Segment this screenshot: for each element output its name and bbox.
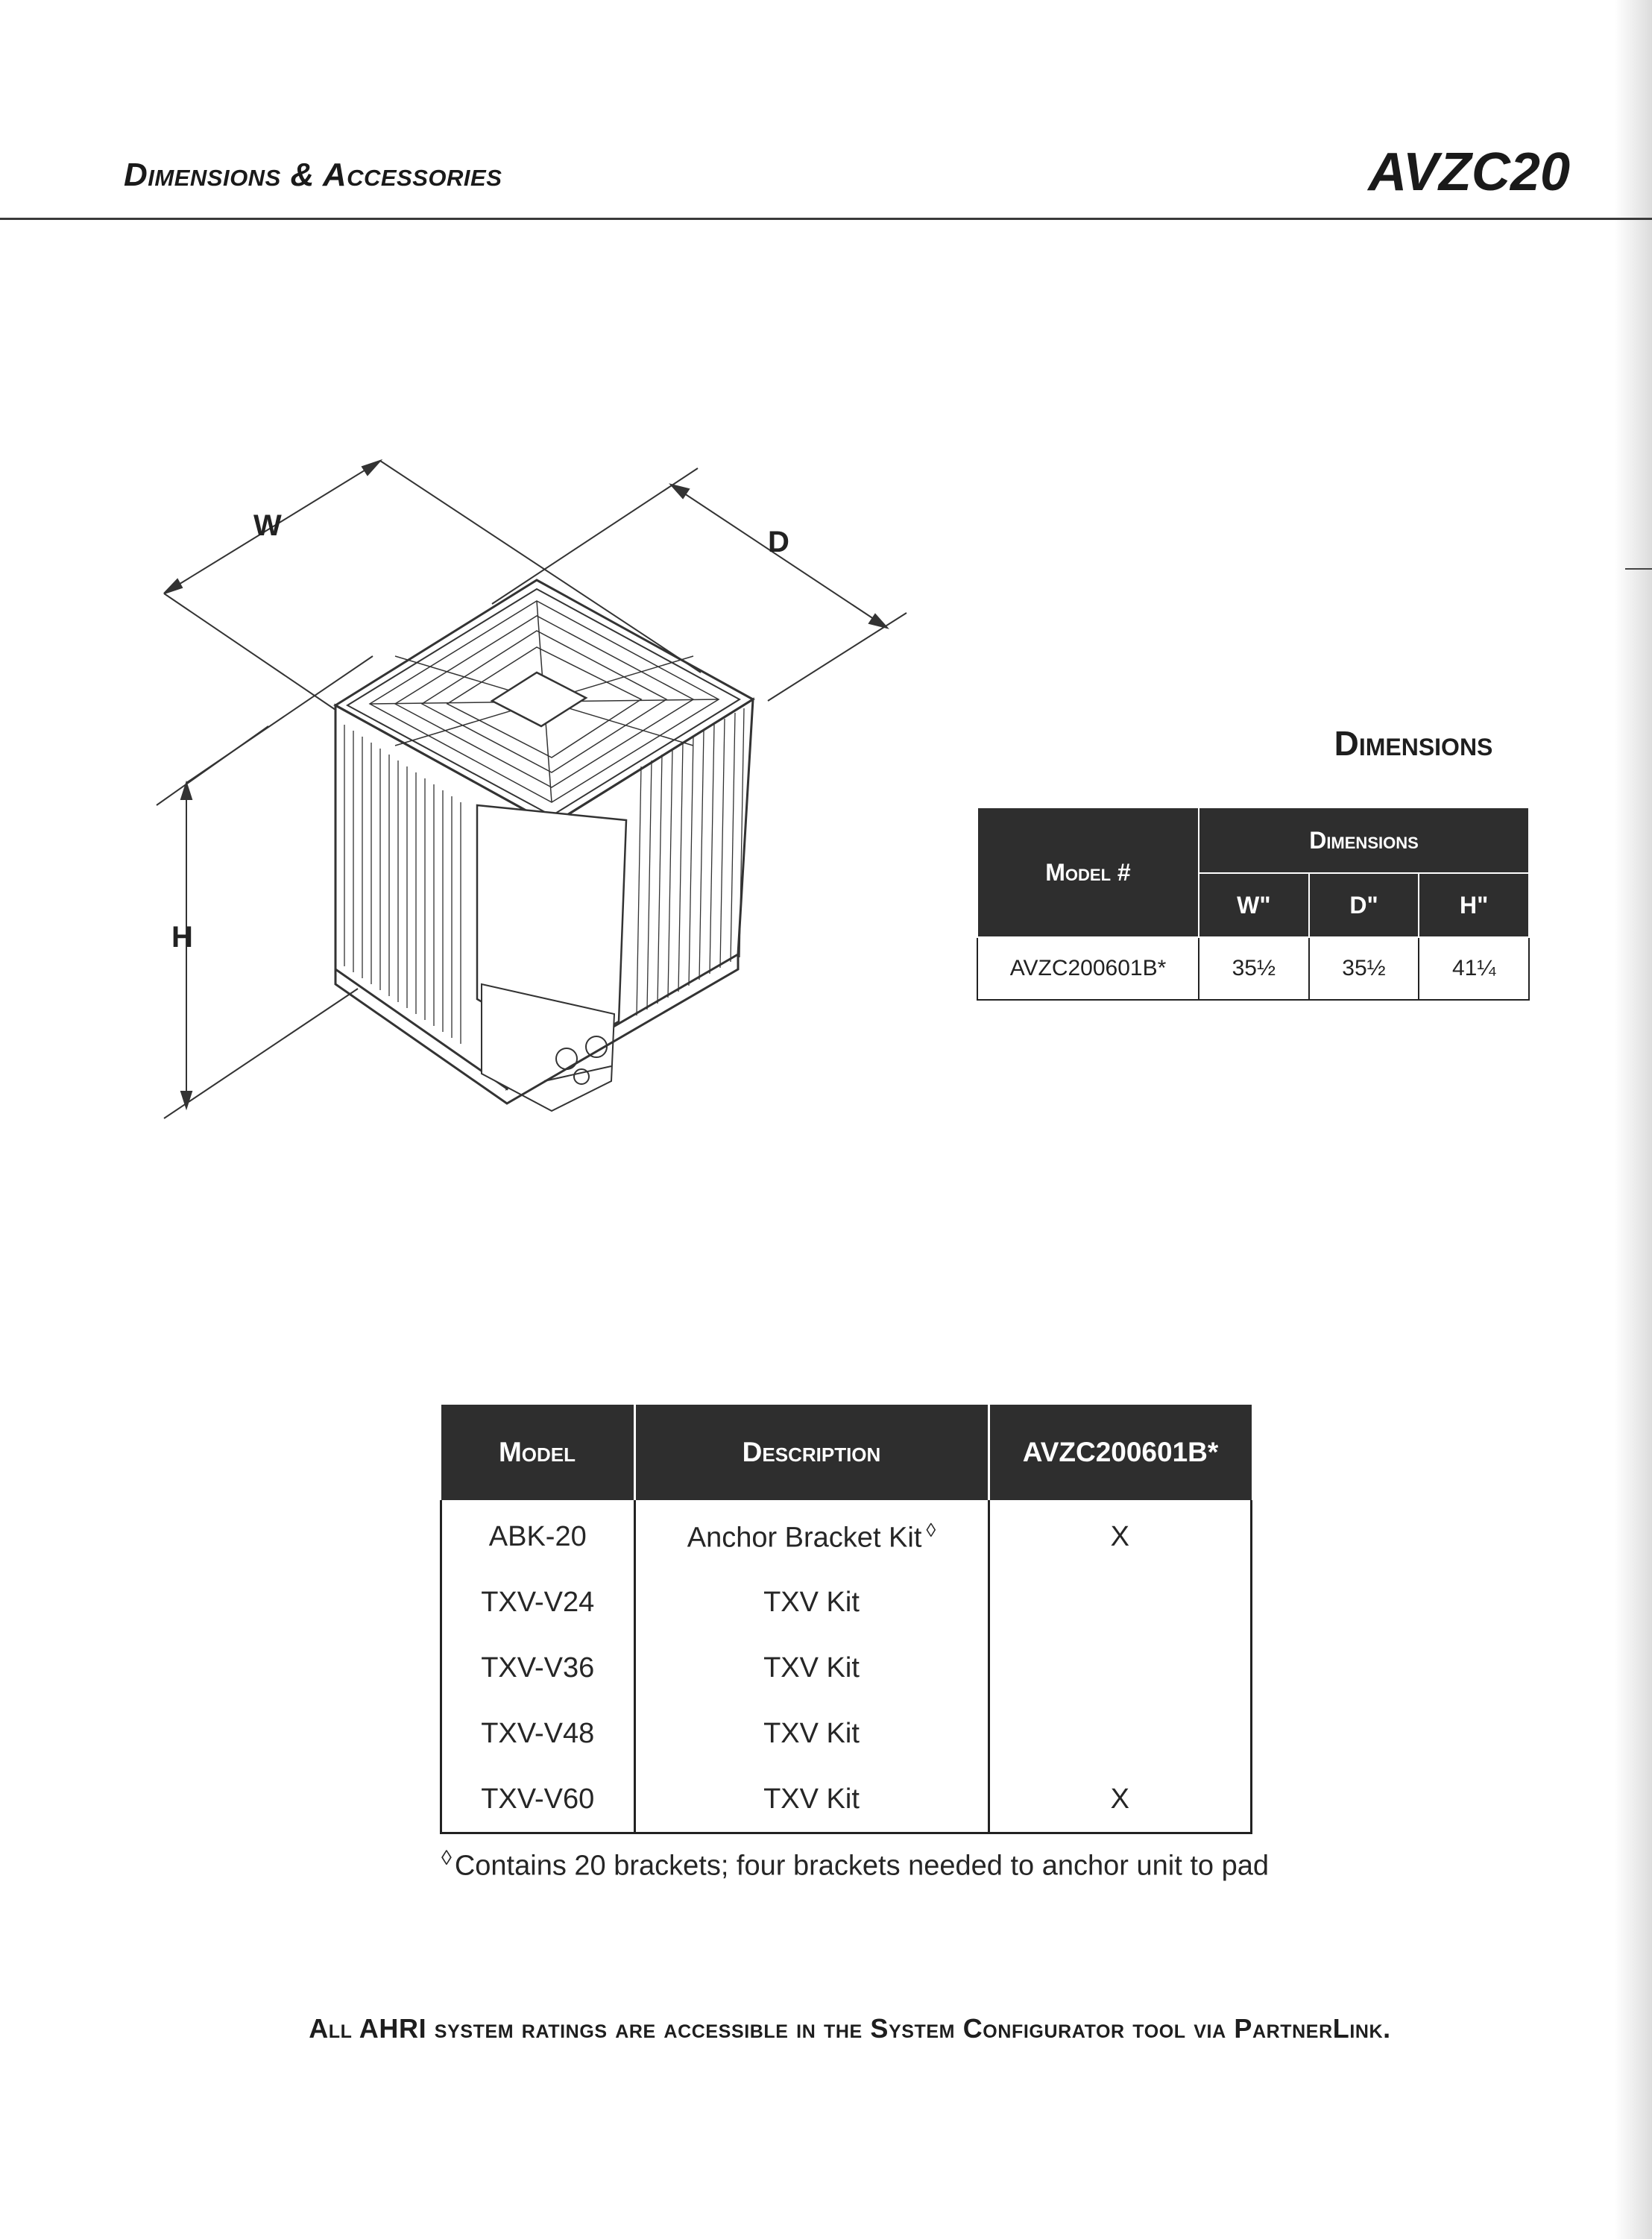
model-cell: TXV-V36 xyxy=(441,1635,635,1701)
model-cell: AVZC200601B* xyxy=(977,937,1199,1000)
table-row xyxy=(441,1635,1252,1701)
section-title: Dimensions & Accessories xyxy=(124,157,502,193)
depth-label: D xyxy=(768,526,789,558)
depth-cell: 35½ xyxy=(1309,937,1419,1000)
header-rule xyxy=(0,218,1652,220)
applicability-cell: X xyxy=(989,1500,1252,1569)
height-label: H xyxy=(171,921,193,954)
applicability-cell xyxy=(989,1635,1252,1701)
ahri-ratings-note: All AHRI system ratings are accessible in the System Configurator tool via PartnerLink. xyxy=(309,2013,1391,2044)
description-col-header: Description xyxy=(634,1405,989,1500)
model-number-header: Model # xyxy=(977,807,1199,937)
page-edge-mark xyxy=(1625,568,1652,570)
dimensions-table xyxy=(977,807,1530,1001)
depth-arrow-left xyxy=(671,485,689,498)
model-series-title: AVZC20 xyxy=(1368,142,1570,202)
width-arrow-right xyxy=(362,461,380,475)
width-col-header: W" xyxy=(1199,873,1309,937)
width-cell: 35½ xyxy=(1199,937,1309,1000)
model-cell: TXV-V48 xyxy=(441,1701,635,1766)
height-arrow-top xyxy=(181,783,192,799)
accessories-table xyxy=(440,1405,1252,1834)
right-coil-louvers xyxy=(637,708,744,1015)
depth-col-header: D" xyxy=(1309,873,1419,937)
table-row xyxy=(441,1766,1252,1833)
height-col-header: H" xyxy=(1419,873,1529,937)
footnote-symbol: ◊ xyxy=(441,1846,452,1869)
table-row xyxy=(441,1701,1252,1766)
width-arrow-left xyxy=(164,579,182,593)
applicability-cell xyxy=(989,1701,1252,1766)
applicability-cell: X xyxy=(989,1766,1252,1833)
footnote-marker: ◊ xyxy=(926,1519,936,1542)
description-cell xyxy=(634,1500,989,1569)
description-cell: TXV Kit xyxy=(634,1766,989,1833)
table-row xyxy=(977,937,1529,1000)
dimensions-group-header: Dimensions xyxy=(1199,807,1529,873)
condenser-unit-diagram xyxy=(149,432,939,1133)
description-text: Anchor Bracket Kit xyxy=(687,1522,922,1554)
avzc200601b-col-header: AVZC200601B* xyxy=(989,1405,1252,1500)
table-row xyxy=(441,1500,1252,1569)
depth-arrow-right xyxy=(869,614,887,628)
footnote-text: Contains 20 brackets; four brackets needed to anchor unit to pad xyxy=(454,1850,1269,1882)
description-cell: TXV Kit xyxy=(634,1569,989,1635)
description-cell: TXV Kit xyxy=(634,1701,989,1766)
dimensions-heading: Dimensions xyxy=(1334,724,1493,763)
model-cell: TXV-V60 xyxy=(441,1766,635,1833)
model-cell: TXV-V24 xyxy=(441,1569,635,1635)
width-label: W xyxy=(253,509,282,542)
page-edge-shadow xyxy=(1615,0,1652,2239)
applicability-cell xyxy=(989,1569,1252,1635)
left-coil-louvers xyxy=(344,725,461,1044)
description-cell: TXV Kit xyxy=(634,1635,989,1701)
model-cell: ABK-20 xyxy=(441,1500,635,1569)
height-cell: 41¼ xyxy=(1419,937,1529,1000)
table-row xyxy=(441,1569,1252,1635)
fan-motor-cover xyxy=(492,673,586,726)
model-col-header: Model xyxy=(441,1405,635,1500)
footnote xyxy=(441,1846,1269,1883)
